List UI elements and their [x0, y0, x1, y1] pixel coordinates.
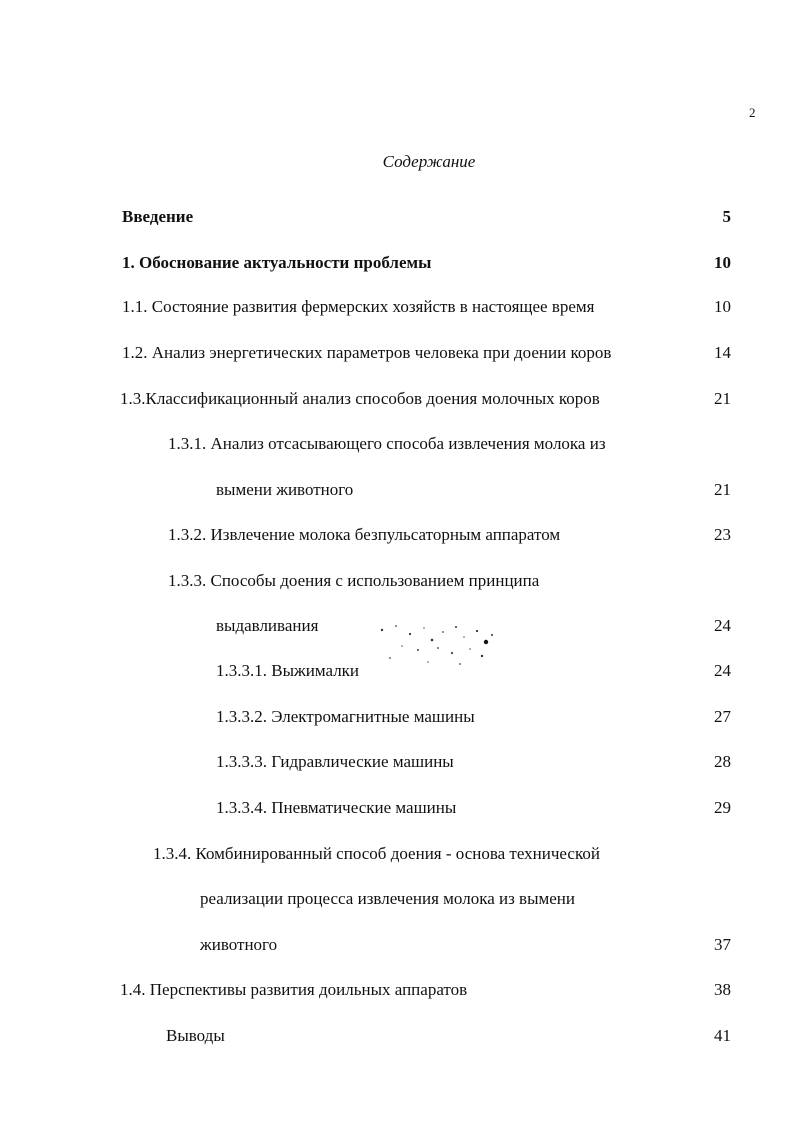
- toc-entry-text: 1.3.3.3. Гидравлические машины: [216, 752, 454, 771]
- toc-entry-page: 21: [714, 389, 731, 408]
- toc-entry-page: 10: [714, 253, 731, 272]
- toc-entry-page: 14: [714, 343, 731, 362]
- page-number: 2: [749, 105, 756, 120]
- toc-entry-text: 1. Обоснование актуальности проблемы: [122, 253, 432, 272]
- toc-entry-text: 1.4. Перспективы развития доильных аппаратов: [120, 980, 468, 999]
- toc-entry-page: 37: [714, 935, 731, 954]
- toc-entry-text: реализации процесса извлечения молока из вымени: [200, 889, 575, 908]
- scan-speckles: [372, 618, 512, 678]
- toc-entry-text: Выводы: [166, 1026, 225, 1045]
- toc-entry-text: 1.1. Состояние развития фермерских хозяйств в настоящее время: [122, 297, 595, 316]
- toc-entry-page: 41: [714, 1026, 731, 1045]
- toc-entry-page: 27: [714, 707, 731, 726]
- toc-entry-text: 1.3.3.2. Электромагнитные машины: [216, 707, 475, 726]
- toc-title: Содержание: [382, 152, 476, 171]
- toc-entry-text: 1.3.2. Извлечение молока безпульсаторным аппаратом: [168, 525, 561, 544]
- toc-entry-page: 24: [714, 661, 731, 680]
- toc-entry-page: 38: [714, 980, 731, 999]
- toc-entry-text: вымени животного: [216, 480, 354, 499]
- toc-entry-page: 28: [714, 752, 731, 771]
- toc-entry-text: 1.3.3.1. Выжималки: [216, 661, 360, 680]
- toc-entry-text: 1.3.1. Анализ отсасывающего способа извлечения молока из: [168, 434, 606, 453]
- toc-entry-text: 1.3.3.4. Пневматические машины: [216, 798, 457, 817]
- toc-entry-page: 21: [714, 480, 731, 499]
- toc-entry-page: 29: [714, 798, 731, 817]
- toc-entry-page: 23: [714, 525, 731, 544]
- toc-entry-page: 5: [722, 207, 731, 226]
- toc-entry-text: 1.3.3. Способы доения с использованием принципа: [168, 571, 540, 590]
- toc-entry-text: Введение: [122, 207, 194, 226]
- toc-entry-text: выдавливания: [216, 616, 319, 635]
- toc-entry-page: 10: [714, 297, 731, 316]
- toc-entry-text: 1.2. Анализ энергетических параметров человека при доении коров: [122, 343, 612, 362]
- toc-entry-text: 1.3.4. Комбинированный способ доения - основа технической: [153, 844, 600, 863]
- toc-entry-text: животного: [200, 935, 278, 954]
- toc-entry-text: 1.3.Классификационный анализ способов доения молочных коров: [120, 389, 600, 408]
- toc-entry-page: 24: [714, 616, 731, 635]
